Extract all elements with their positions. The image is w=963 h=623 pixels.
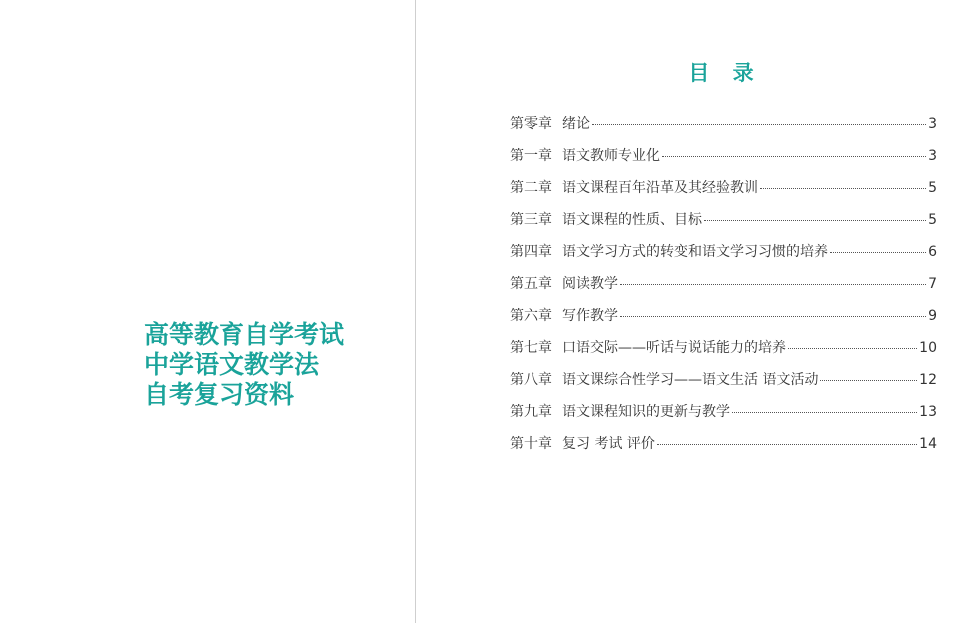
toc-chapter-label: 第七章 bbox=[510, 340, 552, 356]
toc-entry[interactable] bbox=[510, 369, 937, 401]
toc-entry-title: 复习 考试 评价 bbox=[562, 436, 655, 452]
toc-dot-leader bbox=[657, 444, 917, 445]
toc-dot-leader bbox=[788, 348, 917, 349]
toc-chapter-label: 第八章 bbox=[510, 372, 552, 388]
toc-entry[interactable] bbox=[510, 337, 937, 369]
toc-page-number: 3 bbox=[928, 148, 937, 164]
toc-chapter-label: 第三章 bbox=[510, 212, 552, 228]
toc-chapter-label: 第五章 bbox=[510, 276, 552, 292]
toc-entry-title: 语文课程百年沿革及其经验教训 bbox=[562, 180, 758, 196]
toc-dot-leader bbox=[732, 412, 917, 413]
toc-dot-leader bbox=[820, 380, 917, 381]
toc-entry[interactable] bbox=[510, 433, 937, 465]
toc-dot-leader bbox=[830, 252, 926, 253]
toc-entry[interactable] bbox=[510, 305, 937, 337]
toc-entry-title: 阅读教学 bbox=[562, 276, 618, 292]
toc-page-number: 12 bbox=[919, 372, 937, 388]
toc-entry[interactable] bbox=[510, 273, 937, 305]
toc-dot-leader bbox=[592, 124, 926, 125]
toc-entry-title: 绪论 bbox=[562, 116, 590, 132]
toc-page-number: 9 bbox=[928, 308, 937, 324]
toc-chapter-label: 第二章 bbox=[510, 180, 552, 196]
cover-title-line-3: 自考复习资料 bbox=[144, 380, 295, 409]
toc-entry-title: 语文课程知识的更新与教学 bbox=[562, 404, 730, 420]
toc-entry-title: 语文课综合性学习——语文生活 语文活动 bbox=[562, 372, 819, 388]
toc-chapter-label: 第零章 bbox=[510, 116, 552, 132]
toc-entry[interactable] bbox=[510, 401, 937, 433]
toc-entry[interactable] bbox=[510, 113, 937, 145]
toc-page-number: 13 bbox=[919, 404, 937, 420]
toc-chapter-label: 第九章 bbox=[510, 404, 552, 420]
cover-page bbox=[0, 0, 415, 623]
toc-dot-leader bbox=[662, 156, 926, 157]
toc-chapter-label: 第一章 bbox=[510, 148, 552, 164]
toc-dot-leader bbox=[620, 284, 926, 285]
toc-entry[interactable] bbox=[510, 241, 937, 273]
toc-page-number: 3 bbox=[928, 116, 937, 132]
toc-page-number: 5 bbox=[928, 180, 937, 196]
toc-entry-title: 语文教师专业化 bbox=[562, 148, 660, 164]
table-of-contents bbox=[510, 113, 937, 465]
toc-entry-title: 口语交际——听话与说话能力的培养 bbox=[562, 340, 786, 356]
cover-title bbox=[144, 320, 344, 410]
toc-chapter-label: 第六章 bbox=[510, 308, 552, 324]
toc-page-number: 7 bbox=[928, 276, 937, 292]
toc-entry-title: 语文学习方式的转变和语文学习习惯的培养 bbox=[562, 244, 828, 260]
cover-title-line-2: 中学语文教学法 bbox=[144, 350, 320, 379]
cover-title-line-1: 高等教育自学考试 bbox=[144, 320, 345, 349]
toc-entry[interactable] bbox=[510, 209, 937, 241]
toc-entry-title: 语文课程的性质、目标 bbox=[562, 212, 702, 228]
toc-chapter-label: 第四章 bbox=[510, 244, 552, 260]
toc-page-number: 10 bbox=[919, 340, 937, 356]
toc-entry[interactable] bbox=[510, 145, 937, 177]
toc-page-number: 5 bbox=[928, 212, 937, 228]
toc-entry[interactable] bbox=[510, 177, 937, 209]
toc-chapter-label: 第十章 bbox=[510, 436, 552, 452]
page-divider bbox=[415, 0, 416, 623]
toc-heading: 目 录 bbox=[688, 61, 762, 85]
toc-page-number: 6 bbox=[928, 244, 937, 260]
toc-dot-leader bbox=[620, 316, 926, 317]
toc-page-number: 14 bbox=[919, 436, 937, 452]
toc-dot-leader bbox=[704, 220, 926, 221]
toc-entry-title: 写作教学 bbox=[562, 308, 618, 324]
toc-dot-leader bbox=[760, 188, 926, 189]
